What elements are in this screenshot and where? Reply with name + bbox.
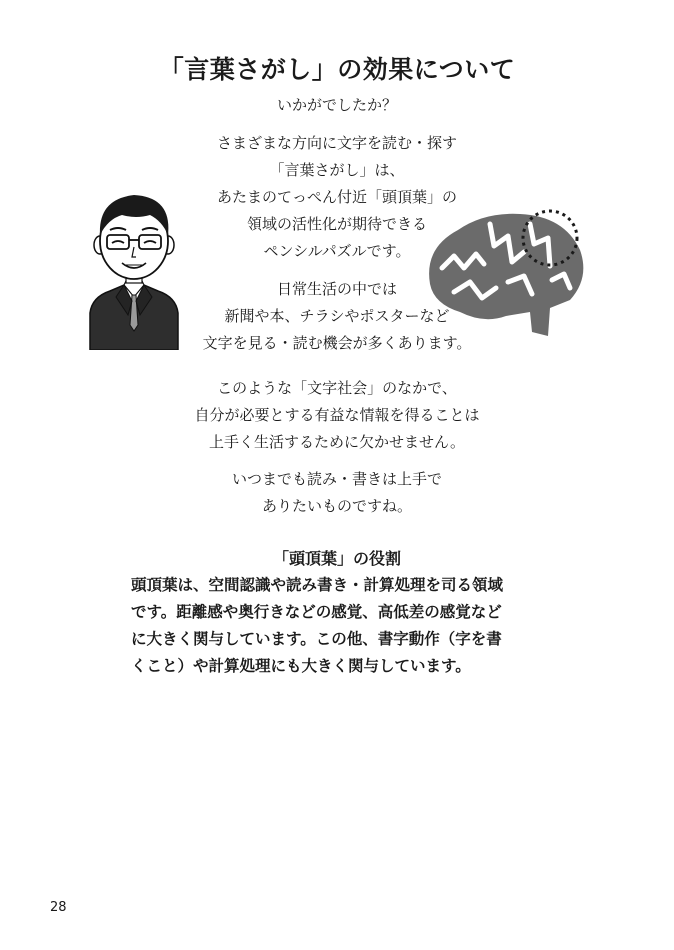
role-heading: 「頭頂葉」の役割: [272, 549, 401, 568]
role-line: に大きく関与しています。この他、書字動作（字を書: [131, 630, 502, 648]
paragraph-line: 自分が必要とする有益な情報を得ることは: [194, 406, 480, 424]
role-line: です。距離感や奥行きなどの感覚、高低差の感覚など: [131, 603, 502, 621]
paragraph-line: 「言葉さがし」は、: [269, 161, 405, 179]
intro-question: [160, 92, 514, 119]
paragraph-line: あたまのてっぺん付近「頭頂葉」の: [216, 188, 457, 206]
paragraph-line: 領域の活性化が期待できる: [246, 215, 427, 233]
role-line: 頭頂葉は、空間認識や読み書き・計算処理を司る領域: [131, 576, 504, 594]
role-line: くこと）や計算処理にも大きく関与しています。: [131, 657, 471, 675]
paragraph-line: このような「文字社会」のなかで、: [217, 379, 457, 397]
paragraph-line: 新聞や本、チラシやポスターなど: [224, 307, 450, 325]
paragraph-4: [160, 466, 514, 520]
paragraph-line: ありたいものですね。: [261, 497, 412, 515]
page-number: 28: [50, 900, 67, 915]
paragraph-3: [160, 375, 514, 456]
paragraph-line: 上手く生活するために欠かせません。: [209, 433, 465, 451]
paragraph-line: 文字を見る・読む機会が多くあります。: [202, 334, 472, 352]
page-title: 「言葉さがし」の効果について: [158, 55, 516, 84]
intro-question-text: いかがでしたか？: [276, 96, 397, 114]
role-description: [131, 572, 531, 680]
brain-with-parietal-lobe-highlight-icon: [424, 204, 590, 344]
paragraph-line: ペンシルパズルです。: [263, 242, 411, 260]
paragraph-line: さまざまな方向に文字を読む・探す: [216, 134, 457, 152]
paragraph-line: 日常生活の中では: [276, 280, 397, 298]
man-in-suit-with-glasses-icon: [88, 185, 180, 350]
paragraph-line: いつまでも読み・書きは上手で: [231, 470, 442, 488]
